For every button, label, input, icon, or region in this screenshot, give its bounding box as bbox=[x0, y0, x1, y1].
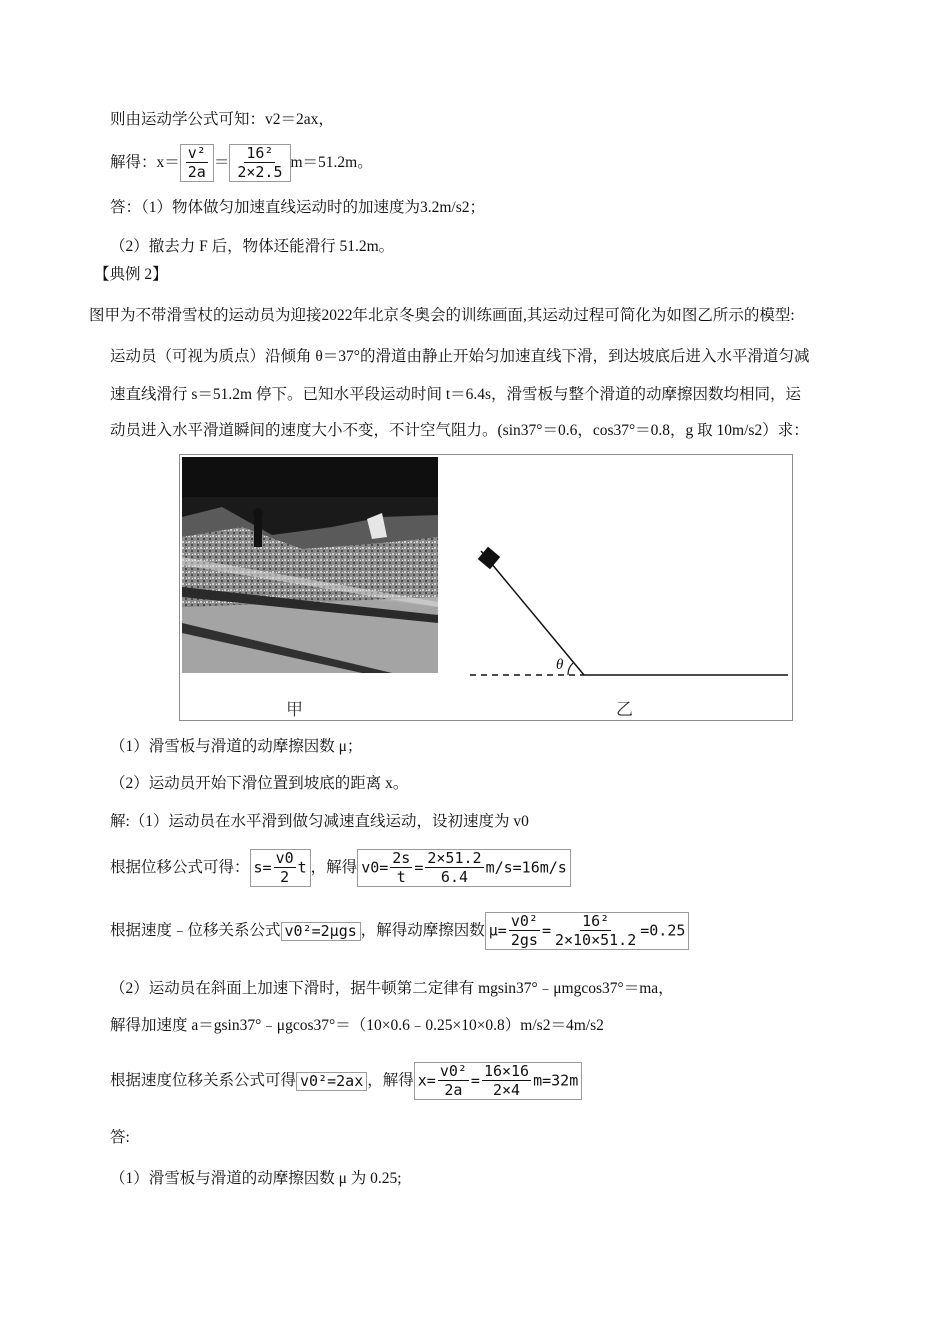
frac-den: 2a bbox=[444, 1081, 463, 1100]
text-l2-post: m＝51.2m。 bbox=[290, 154, 373, 171]
frac-den: 2×10×51.2 bbox=[554, 931, 637, 950]
text-line-3: 答：（1）物体做匀加速直线运动时的加速度为3.2m/s2； bbox=[110, 199, 486, 216]
question-2: （2）运动员开始下滑位置到坡底的距离 x。 bbox=[110, 775, 409, 792]
formula-box-vax: v0²=2ax bbox=[296, 1072, 367, 1091]
frac-num: 2s bbox=[392, 849, 411, 868]
text-s2-pre: 根据位移公式可得： bbox=[110, 859, 250, 876]
frac-num: v² bbox=[187, 144, 206, 163]
formula-box-mu bbox=[485, 912, 690, 950]
angle-label: θ bbox=[556, 657, 564, 673]
solution-line-6 bbox=[110, 1052, 582, 1110]
formula-box-vmu: v0²=2μgs bbox=[281, 922, 361, 941]
formula-box-v0 bbox=[357, 849, 571, 887]
skier-block bbox=[478, 547, 501, 570]
frac-den: 2 bbox=[280, 868, 290, 887]
answer-1: （1）滑雪板与滑道的动摩擦因数 μ 为 0.25; bbox=[110, 1170, 402, 1187]
text-line-4: （2）撤去力 F 后，物体还能滑行 51.2m。 bbox=[110, 238, 395, 255]
frac-num: 2×51.2 bbox=[427, 849, 482, 868]
formula-text: = bbox=[541, 921, 551, 940]
text-line-1: 则由运动学公式可知：v2＝2ax， bbox=[110, 111, 334, 128]
frac-den: t bbox=[396, 868, 406, 887]
slope-line bbox=[481, 551, 584, 675]
formula-box-x-value bbox=[229, 144, 290, 182]
frac-num: v0 bbox=[275, 849, 294, 868]
formula-box-x bbox=[180, 144, 214, 182]
text-line-2 bbox=[110, 137, 373, 189]
frac-den: 2a bbox=[187, 163, 206, 182]
text-s6-pre: 根据速度位移关系公式可得 bbox=[110, 1072, 297, 1089]
text-s3-mid: ，解得动摩擦因数 bbox=[360, 922, 485, 939]
frac-den: 6.4 bbox=[440, 868, 469, 887]
text-l2-eq: ＝ bbox=[213, 154, 230, 171]
solution-line-5: 解得加速度 a＝gsin37°﹣μgcos37°＝（10×0.6﹣0.25×10×0.8）m/s2＝4m/s2 bbox=[110, 1017, 604, 1034]
text-s2-mid: ，解得 bbox=[310, 859, 358, 876]
caption-jia: 甲 bbox=[286, 700, 303, 720]
formula-text: x= bbox=[417, 1071, 436, 1090]
section-heading: 【典例 2】 bbox=[94, 266, 168, 283]
problem-text-4: 动员进入水平滑道瞬间的速度大小不变，不计空气阻力。(sin37°＝0.6，cos37°＝0.8，g 取 10m/s2）求： bbox=[110, 422, 809, 439]
problem-figure bbox=[179, 454, 793, 721]
problem-text-3: 速直线滑行 s＝51.2m 停下。已知水平段运动时间 t＝6.4s，滑雪板与整个滑道的动摩擦因数均相同，运 bbox=[110, 386, 802, 403]
formula-text: m/s=16m/s bbox=[485, 858, 567, 877]
text-l2-pre: 解得：x＝ bbox=[110, 154, 180, 171]
angle-arc bbox=[568, 663, 573, 675]
formula-text: s= bbox=[253, 858, 272, 877]
frac-num: 16² bbox=[246, 144, 274, 163]
formula-text: μ= bbox=[488, 921, 507, 940]
frac-num: v0² bbox=[510, 912, 538, 931]
caption-yi: 乙 bbox=[616, 700, 633, 720]
problem-text-2: 运动员（可视为质点）沿倾角 θ＝37°的滑道由静止开始匀加速直线下滑，到达坡底后进入水平滑道匀减 bbox=[110, 348, 810, 365]
text-s3-pre: 根据速度﹣位移关系公式 bbox=[110, 922, 281, 939]
frac-den: 2×2.5 bbox=[237, 163, 283, 182]
question-1: （1）滑雪板与滑道的动摩擦因数 μ； bbox=[110, 738, 363, 755]
solution-line-1: 解:（1）运动员在水平滑到做匀减速直线运动，设初速度为 v0 bbox=[110, 813, 529, 830]
frac-num: 16² bbox=[582, 912, 610, 931]
frac-den: 2×4 bbox=[492, 1081, 521, 1100]
solution-line-2 bbox=[110, 842, 571, 894]
formula-text: =0.25 bbox=[640, 921, 686, 940]
formula-box-x-result bbox=[414, 1062, 583, 1100]
formula-text: = bbox=[470, 1071, 480, 1090]
frac-den: 2gs bbox=[510, 931, 538, 950]
frac-num: v0² bbox=[439, 1062, 467, 1081]
formula-box-s bbox=[250, 849, 311, 887]
formula-text: t bbox=[297, 858, 307, 877]
formula-text: = bbox=[414, 858, 424, 877]
problem-text-1: 图甲为不带滑雪杖的运动员为迎接2022年北京冬奥会的训练画面,其运动过程可简化为如图乙所示的模型: bbox=[89, 307, 795, 324]
answer-label: 答: bbox=[110, 1129, 130, 1146]
formula-text: m=32m bbox=[533, 1071, 579, 1090]
solution-line-3 bbox=[110, 904, 689, 958]
text-s6-mid: ，解得 bbox=[367, 1072, 414, 1089]
solution-line-4: （2）运动员在斜面上加速下滑时，据牛顿第二定律有 mgsin37°﹣μmgcos37°＝ma， bbox=[110, 980, 674, 997]
frac-num: 16×16 bbox=[483, 1062, 530, 1081]
formula-text: v0= bbox=[361, 858, 389, 877]
